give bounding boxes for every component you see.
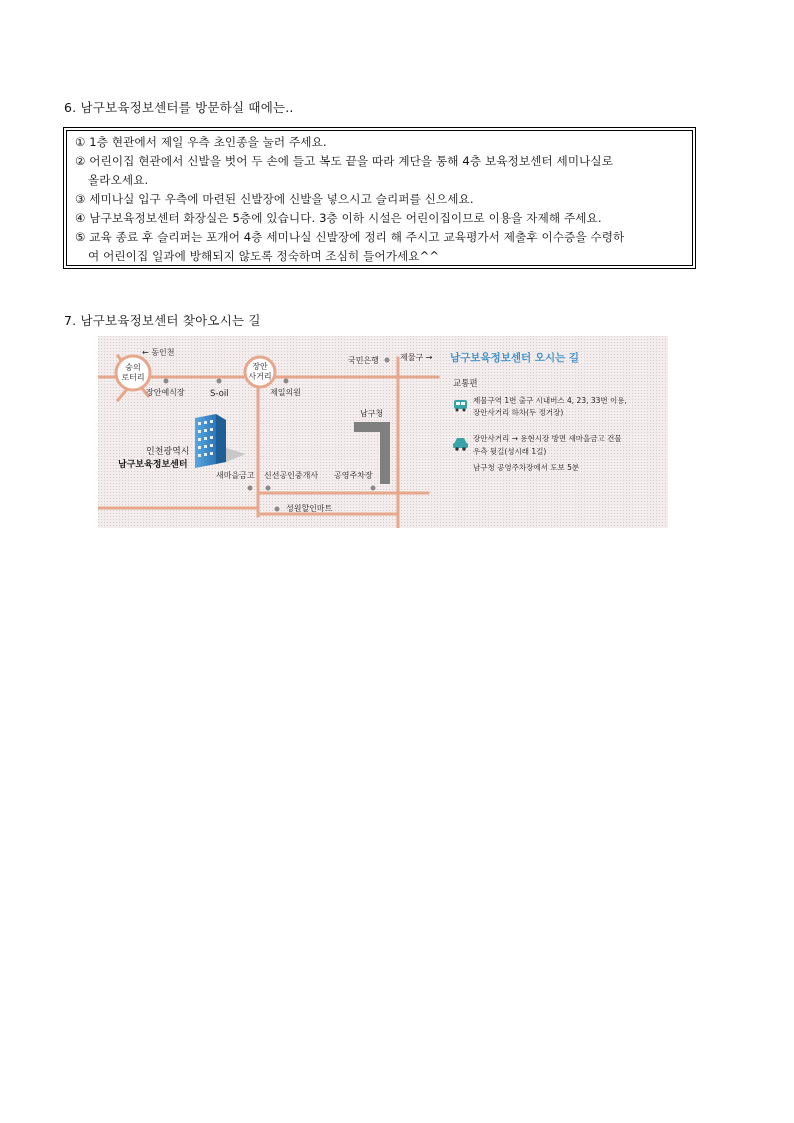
public-parking-label: 공영주차장 <box>334 471 373 480</box>
jangan-wedding-label: 장안예식장 <box>146 388 185 397</box>
jemulgu-arrow-label: 제물구 → <box>400 353 433 362</box>
soil-label: S-oil <box>210 389 229 399</box>
instruction-2: ② 어린이집 현관에서 신발을 벗어 두 손에 들고 복도 끝을 따라 계단을 통해 4층 보육정보센터 세미나실로 <box>75 154 614 168</box>
namgu-center-label: 남구보육정보센터 <box>118 460 188 470</box>
dongincheon-arrow-label: ← 동인천 <box>142 348 175 357</box>
incheon-city-label: 인천광역시 <box>146 447 190 457</box>
saemaul-label: 새마을금고 <box>216 471 255 480</box>
instruction-5-continued: 여 어린이집 일과에 방해되지 않도록 정숙하며 조심히 들어가세요^^ <box>88 249 440 263</box>
instruction-5: ⑤ 교육 종료 후 슬리퍼는 포개어 4층 세미나실 신발장에 정리 해 주시고 교육평가서 제출후 이수증을 수령하 <box>75 230 625 244</box>
jangan-intersection-label-1: 장안 <box>252 362 268 371</box>
section-6-heading: 6. 남구보육정보센터를 방문하실 때에는.. <box>64 100 294 115</box>
bus-directions-line-2: 장안사거리 하차(두 정거장) <box>473 408 564 417</box>
jangan-intersection-label-2: 사거리 <box>248 372 272 381</box>
section-7-heading: 7. 남구보육정보센터 찾아오시는 길 <box>64 313 261 328</box>
visit-instructions-inner-border <box>66 130 693 266</box>
transport-subtitle: 교통편 <box>453 379 478 389</box>
visit-instructions-box <box>63 127 696 269</box>
sungui-rotary-label-2: 로터리 <box>121 373 145 382</box>
sungui-rotary-label-1: 숭의 <box>125 363 141 372</box>
instruction-1: ① 1층 현관에서 제일 우측 초인종을 눌러 주세요. <box>75 135 327 149</box>
car-directions-line-1: 장안사거리 → 용현시장 방면 새마을금고 건물 <box>473 434 622 443</box>
bus-directions-line-1: 제물구역 1번 출구 시내버스 4, 23, 33번 이용, <box>473 396 627 405</box>
instruction-3: ③ 세미나실 입구 우측에 마련된 신발장에 신발을 넣으시고 슬리퍼를 신으세요. <box>75 192 474 206</box>
car-directions-line-3: 남구청 공영주차장에서 도보 5분 <box>473 463 580 472</box>
kookmin-bank-label: 국민은행 <box>348 356 379 365</box>
instruction-2-continued: 올라오세요. <box>88 173 149 187</box>
directions-map <box>98 336 668 528</box>
directions-title: 남구보육정보센터 오시는 길 <box>450 352 580 364</box>
shinseon-realty-label: 신선공인중개사 <box>264 471 319 480</box>
namgu-office-label: 남구청 <box>360 409 384 418</box>
seongwon-mart-label: 성원할인마트 <box>286 504 333 513</box>
instruction-4: ④ 남구보육정보센터 화장실은 5층에 있습니다. 3층 이하 시설은 어린이집이므로 이용을 자제해 주세요. <box>75 211 602 225</box>
jeil-clinic-label: 제일의원 <box>270 388 301 397</box>
car-directions-line-2: 우측 뒷길(성시래 1길) <box>473 447 547 456</box>
